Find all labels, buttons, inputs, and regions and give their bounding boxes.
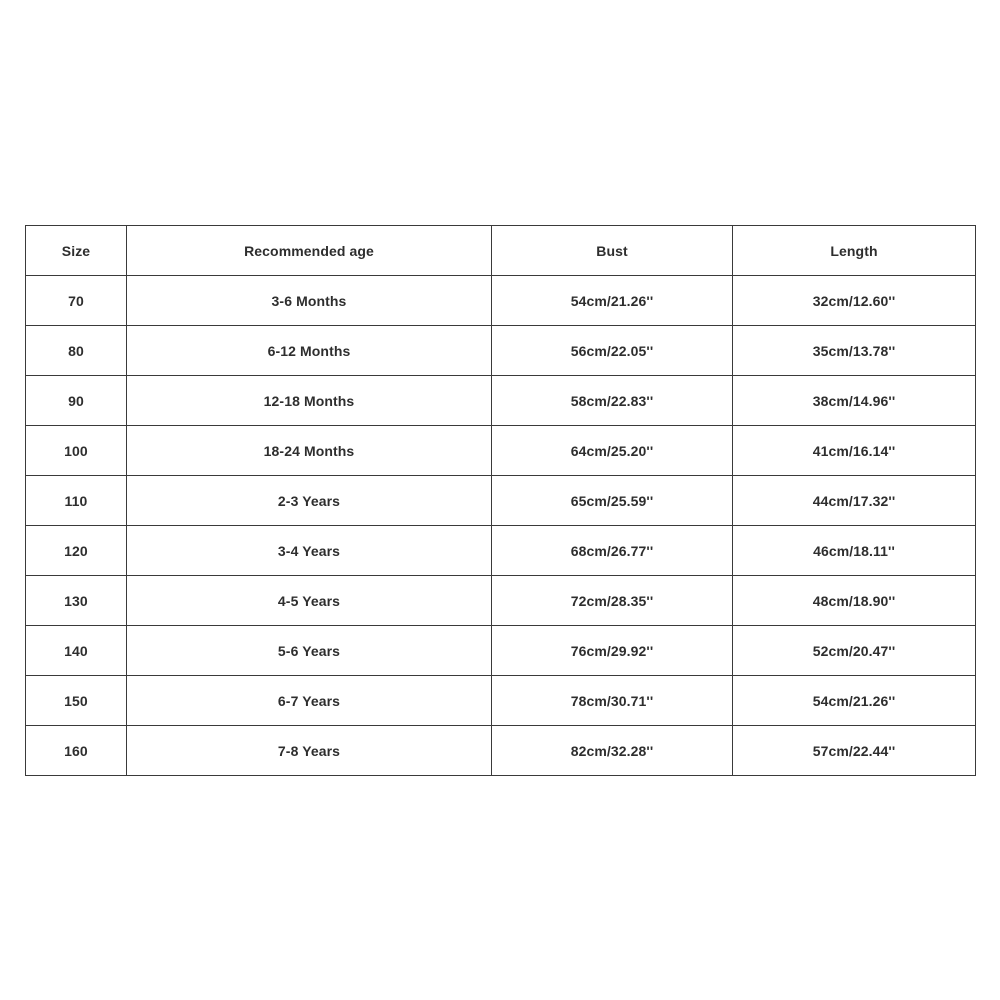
cell-size: 100 <box>26 426 127 476</box>
header-size: Size <box>26 226 127 276</box>
cell-length: 35cm/13.78'' <box>733 326 976 376</box>
table-header-row <box>26 226 976 276</box>
cell-bust: 72cm/28.35'' <box>492 576 733 626</box>
cell-length: 52cm/20.47'' <box>733 626 976 676</box>
cell-bust: 68cm/26.77'' <box>492 526 733 576</box>
cell-length: 38cm/14.96'' <box>733 376 976 426</box>
table-row <box>26 376 976 426</box>
cell-bust: 76cm/29.92'' <box>492 626 733 676</box>
cell-bust: 82cm/32.28'' <box>492 726 733 776</box>
table-row <box>26 276 976 326</box>
cell-size: 130 <box>26 576 127 626</box>
cell-size: 110 <box>26 476 127 526</box>
cell-length: 32cm/12.60'' <box>733 276 976 326</box>
table-row <box>26 626 976 676</box>
cell-recommended-age: 6-12 Months <box>127 326 492 376</box>
cell-recommended-age: 3-6 Months <box>127 276 492 326</box>
cell-length: 57cm/22.44'' <box>733 726 976 776</box>
header-bust: Bust <box>492 226 733 276</box>
cell-recommended-age: 7-8 Years <box>127 726 492 776</box>
table-row <box>26 426 976 476</box>
table-row <box>26 526 976 576</box>
cell-length: 54cm/21.26'' <box>733 676 976 726</box>
cell-size: 160 <box>26 726 127 776</box>
cell-size: 120 <box>26 526 127 576</box>
table-row <box>26 576 976 626</box>
table-row <box>26 676 976 726</box>
table-row <box>26 476 976 526</box>
cell-bust: 54cm/21.26'' <box>492 276 733 326</box>
table-row <box>26 726 976 776</box>
cell-recommended-age: 2-3 Years <box>127 476 492 526</box>
cell-bust: 64cm/25.20'' <box>492 426 733 476</box>
cell-recommended-age: 6-7 Years <box>127 676 492 726</box>
cell-recommended-age: 18-24 Months <box>127 426 492 476</box>
cell-bust: 58cm/22.83'' <box>492 376 733 426</box>
cell-bust: 78cm/30.71'' <box>492 676 733 726</box>
cell-bust: 56cm/22.05'' <box>492 326 733 376</box>
cell-size: 150 <box>26 676 127 726</box>
cell-recommended-age: 3-4 Years <box>127 526 492 576</box>
cell-recommended-age: 4-5 Years <box>127 576 492 626</box>
cell-recommended-age: 12-18 Months <box>127 376 492 426</box>
header-length: Length <box>733 226 976 276</box>
cell-length: 48cm/18.90'' <box>733 576 976 626</box>
cell-size: 90 <box>26 376 127 426</box>
cell-length: 44cm/17.32'' <box>733 476 976 526</box>
size-chart-table <box>25 225 976 776</box>
cell-bust: 65cm/25.59'' <box>492 476 733 526</box>
header-recommended-age: Recommended age <box>127 226 492 276</box>
cell-recommended-age: 5-6 Years <box>127 626 492 676</box>
cell-size: 140 <box>26 626 127 676</box>
cell-size: 70 <box>26 276 127 326</box>
cell-length: 46cm/18.11'' <box>733 526 976 576</box>
cell-length: 41cm/16.14'' <box>733 426 976 476</box>
cell-size: 80 <box>26 326 127 376</box>
table-row <box>26 326 976 376</box>
